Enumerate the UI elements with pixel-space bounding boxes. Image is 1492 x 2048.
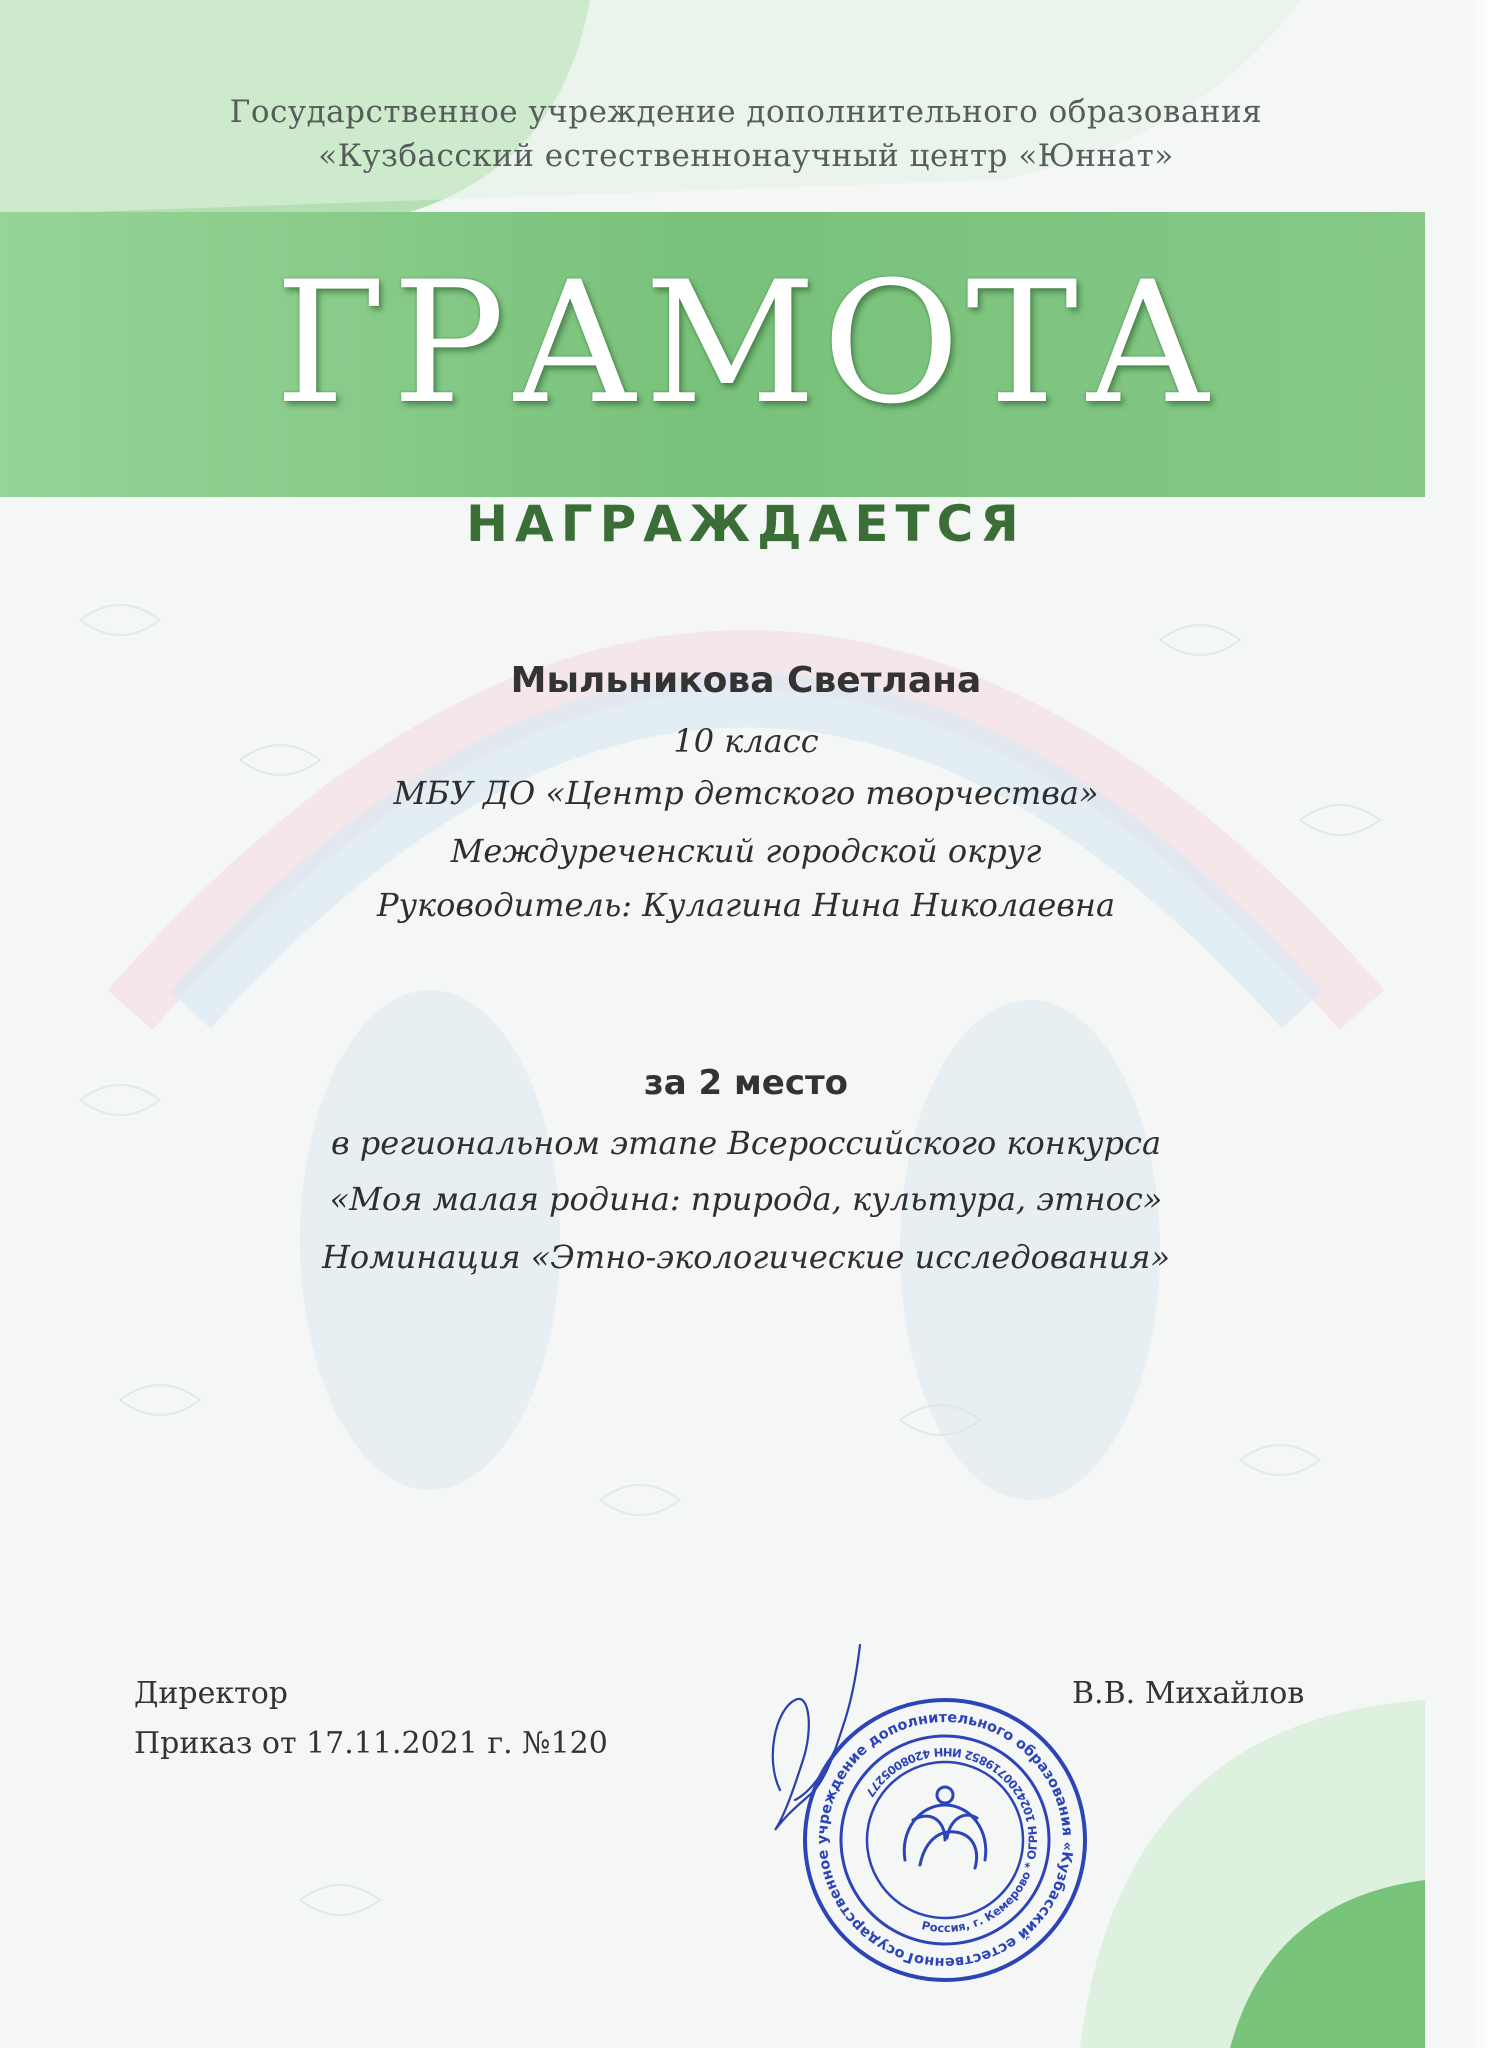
recipient-school: МБУ ДО «Центр детского творчества» [393, 774, 1099, 812]
signatory-name: В.В. Михайлов [1072, 1676, 1305, 1711]
order-reference: Приказ от 17.11.2021 г. №120 [134, 1726, 608, 1761]
award-contest-line-2: «Моя малая родина: природа, культура, этнос» [329, 1180, 1163, 1218]
award-nomination: Номинация «Этно-экологические исследования» [321, 1238, 1171, 1276]
official-stamp [795, 1690, 1095, 1990]
organization-header [0, 90, 1492, 178]
recipient-name: Мыльникова Светлана [510, 660, 982, 701]
certificate-subtitle: НАГРАЖДАЕТСЯ [466, 495, 1026, 553]
director-position: Директор [134, 1676, 288, 1711]
award-contest-line-1: в региональном этапе Всероссийского конкурса [330, 1124, 1162, 1162]
recipient-district: Междуреченский городской округ [450, 832, 1042, 870]
award-place: за 2 место [643, 1063, 849, 1103]
stamp-emblem [904, 1787, 986, 1868]
organization-line-1: Государственное учреждение дополнительного образования [229, 94, 1263, 130]
recipient-supervisor: Руководитель: Кулагина Нина Николаевна [376, 886, 1116, 924]
organization-line-2: «Кузбасский естественнонаучный центр «Юннат» [318, 138, 1174, 174]
recipient-grade: 10 класс [673, 722, 819, 760]
stamp-inner-text: Россия, г. Кемерово * ОГРН 1024200719852 ИНН 4208005277 [862, 1744, 1041, 1936]
stamp-outer-text: Государственное учреждение дополнительного образования «Кузбасский естественнонаучный [814, 1709, 1076, 1971]
certificate-title: ГРАМОТА [274, 245, 1218, 441]
